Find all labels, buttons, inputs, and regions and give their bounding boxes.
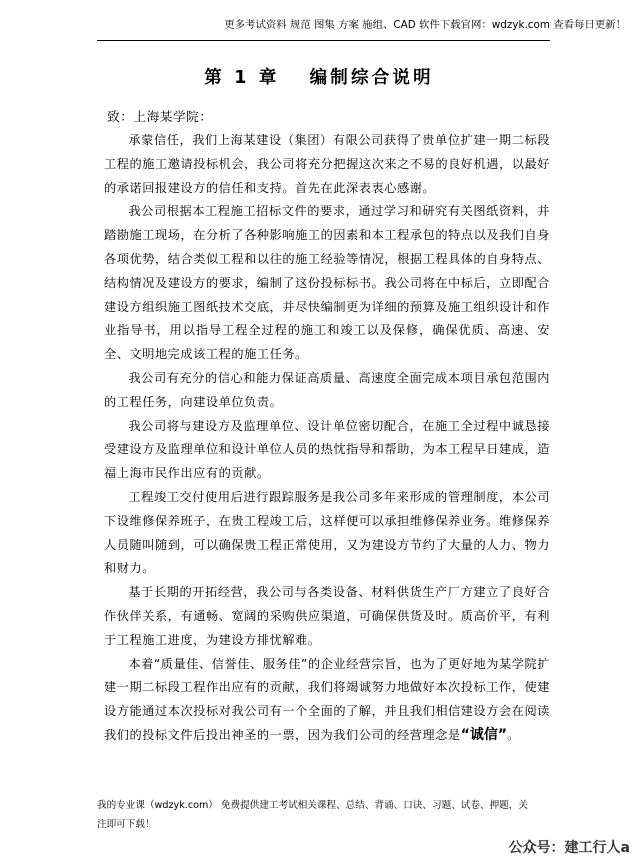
paragraph: 工程竣工交付使用后进行跟踪服务是我公司多年来形成的管理制度，本公司下设维修保养班子，在贵工程竣工后，这样便可以承担维修保养业务。维修保养人员随叫随到，可以确保贵工程正常使用，又为建设方节约了大量的人力、物力和财力。	[104, 489, 550, 576]
paragraph: 承蒙信任，我们上海某建设（集团）有限公司获得了贵单位扩建一期二标段工程的施工邀请投标机会，我公司将充分把握这次来之不易的良好机遇，以最好的承诺回报建设方的信任和支持。首先在此深表衷心感谢。	[104, 133, 550, 195]
closing-text: 本着“质量佳、信誉佳、服务佳”的企业经营宗旨，也为了更好地为某学院扩建一期二标段工程作出应有的贡献，我们将竭诚努力地做好本次投标工作，使建设方能通过本次投标对我公司有一个全面的了解，并且我们相信建设方会在阅读我们的投标文件后投出神圣的一票，因为我们公司的经营理念是	[104, 656, 550, 742]
header-divider	[97, 40, 550, 41]
footer-note: 我的专业课（wdzyk.com） 免费提供建工考试相关课程、总结、背诵、口诀、习题、试卷、押题，关注即可下载！	[97, 800, 528, 830]
paragraph: 我公司将与建设方及监理单位、设计单位密切配合，在施工全过程中诚恳接受建设方及监理单位和设计单位人员的热忱指导和帮助，为本工程早日建成，造福上海市民作出应有的贡献。	[104, 418, 550, 481]
company-motto: “诚信”	[460, 726, 508, 743]
closing-paragraph	[104, 653, 550, 748]
letter-body	[104, 129, 550, 748]
paragraph: 基于长期的开拓经营，我公司与各类设备、材料供货生产厂方建立了良好合作伙伴关系，有通畅、宽阔的采购供应渠道，可确保供货及时。质高价平，有利于工程施工进度，为建设方排忧解难。	[104, 585, 550, 647]
chapter-title	[0, 64, 638, 89]
salutation: 致：上海某学院：	[107, 109, 213, 124]
chapter-heading: 编制综合说明	[309, 68, 434, 88]
closing-punctuation: 。	[507, 727, 520, 742]
paragraph: 我公司根据本工程施工招标文件的要求，通过学习和研究有关图纸资料，并踏勘施工现场，在分析了各种影响施工的因素和本工程承包的特点以及我们自身各项优势，结合类似工程和以往的施工经验等情况，根据工程具体的自身特点、结构情况及建设方的要求，编制了这份投标标书。我公司将在中标后，立即配合建设方组织施工图纸技术交底，并尽快编制更为详细的预算及施工组织设计和作业指导书，用以指导工程全过程的施工和竣工以及保修，确保优质、高速、安全、文明地完成该工程的施工任务。	[104, 204, 550, 362]
watermark: 公众号：建工行人a	[508, 840, 630, 856]
paragraph: 我公司有充分的信心和能力保证高质量、高速度全面完成本项目承包范围内的工程任务，向建设单位负责。	[104, 370, 550, 409]
chapter-number: 第 1 章	[204, 68, 280, 88]
header-note: 更多考试资料 规范 图集 方案 施组、CAD 软件下载官网：wdzyk.com 查看每日更新！	[224, 19, 626, 31]
